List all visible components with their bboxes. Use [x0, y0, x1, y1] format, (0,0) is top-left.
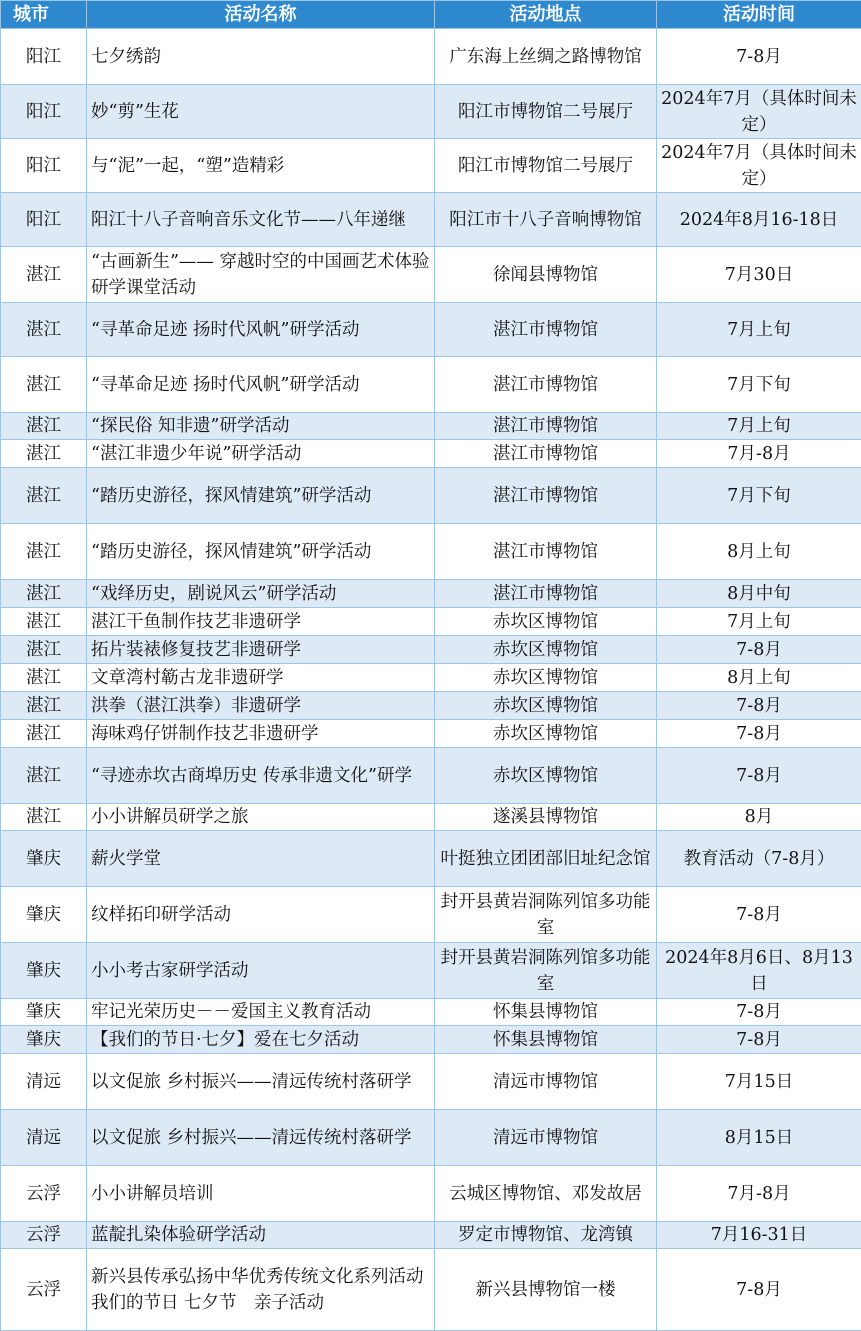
- city-cell: [1, 804, 87, 831]
- activity-name-cell: [87, 193, 435, 247]
- activity-name-cell: [87, 943, 435, 999]
- table-row: [1, 1026, 861, 1054]
- activity-time-cell-text: 7-8月: [736, 724, 782, 744]
- activity-name-cell-text: “寻迹赤坎古商埠历史 传承非遗文化”研学: [91, 766, 412, 786]
- activity-place-cell: [435, 1222, 657, 1249]
- activity-place-cell: [435, 720, 657, 748]
- activity-place-cell-text: 罗定市博物馆、龙湾镇: [458, 1225, 633, 1245]
- table-row: [1, 1054, 861, 1110]
- activity-time-cell: [657, 1249, 861, 1331]
- activity-name-cell: [87, 580, 435, 608]
- activity-time-cell: [657, 357, 861, 413]
- activity-name-cell: [87, 831, 435, 887]
- activity-time-cell-text: 2024年8月6日、8月13日: [665, 948, 853, 994]
- activity-time-cell: [657, 247, 861, 303]
- activity-time-cell-text: 7月上旬: [727, 320, 791, 340]
- activity-time-cell: [657, 1222, 861, 1249]
- activity-name-cell-text: 【我们的节日·七夕】爱在七夕活动: [91, 1030, 359, 1050]
- activity-time-cell-text: 7月15日: [725, 1072, 793, 1092]
- activity-name-cell-text: “古画新生”—— 穿越时空的中国画艺术体验研学课堂活动: [91, 252, 429, 298]
- table-row: [1, 692, 861, 720]
- activity-time-cell: [657, 1026, 861, 1054]
- activity-time-cell-text: 7月上旬: [727, 612, 791, 632]
- city-cell: [1, 748, 87, 804]
- activity-place-cell-text: 赤坎区博物馆: [493, 724, 598, 744]
- activity-time-cell-text: 7月-8月: [727, 1184, 790, 1204]
- activity-time-cell: [657, 193, 861, 247]
- activity-name-cell-text: 薪火学堂: [91, 849, 161, 869]
- activity-time-cell: [657, 943, 861, 999]
- table-row: [1, 1110, 861, 1166]
- city-cell-text: 湛江: [26, 807, 61, 827]
- city-cell-text: 湛江: [26, 375, 61, 395]
- activity-time-cell-text: 7-8月: [736, 696, 782, 716]
- table-row: [1, 303, 861, 357]
- city-cell: [1, 1166, 87, 1222]
- activity-place-cell-text: 湛江市博物馆: [493, 444, 598, 464]
- activity-time-cell-text: 8月15日: [725, 1128, 793, 1148]
- city-cell-text: 湛江: [26, 696, 61, 716]
- activity-place-cell-text: 徐闻县博物馆: [493, 265, 598, 285]
- city-cell: [1, 1249, 87, 1331]
- activity-time-cell-text: 7月下旬: [727, 486, 791, 506]
- activity-time-cell: [657, 1110, 861, 1166]
- activity-place-cell: [435, 580, 657, 608]
- activity-name-cell-text: 蓝靛扎染体验研学活动: [91, 1225, 266, 1245]
- city-cell-text: 云浮: [26, 1225, 61, 1245]
- city-cell: [1, 85, 87, 139]
- activity-place-cell: [435, 999, 657, 1026]
- activity-place-cell-text: 赤坎区博物馆: [493, 668, 598, 688]
- activity-name-cell: [87, 1166, 435, 1222]
- city-cell: [1, 193, 87, 247]
- city-cell: [1, 468, 87, 524]
- activity-place-cell: [435, 1026, 657, 1054]
- activity-place-cell: [435, 413, 657, 440]
- activity-name-cell-text: 湛江干鱼制作技艺非遗研学: [91, 612, 301, 632]
- activity-time-cell-text: 2024年8月16-18日: [680, 210, 839, 230]
- activity-time-cell-text: 7月上旬: [727, 416, 791, 436]
- activity-place-cell: [435, 440, 657, 468]
- activity-place-cell-text: 广东海上丝绸之路博物馆: [449, 47, 642, 67]
- table-row: [1, 1166, 861, 1222]
- activity-time-cell: [657, 999, 861, 1026]
- activity-name-cell-text: 文章湾村簕古龙非遗研学: [91, 668, 284, 688]
- header-activity-name: 活动名称: [87, 1, 435, 29]
- activity-place-cell: [435, 804, 657, 831]
- activity-time-cell: [657, 664, 861, 692]
- activity-name-cell: [87, 29, 435, 85]
- activity-name-cell-text: “寻革命足迹 扬时代风帆”研学活动: [91, 320, 359, 340]
- activity-place-cell: [435, 608, 657, 636]
- activity-time-cell-text: 7-8月: [736, 1280, 782, 1300]
- activity-name-cell: [87, 1054, 435, 1110]
- activity-place-cell-text: 怀集县博物馆: [493, 1002, 598, 1022]
- activity-place-cell: [435, 943, 657, 999]
- activity-name-cell: [87, 1110, 435, 1166]
- city-cell-text: 湛江: [26, 640, 61, 660]
- table-row: [1, 636, 861, 664]
- city-cell: [1, 413, 87, 440]
- city-cell-text: 湛江: [26, 542, 61, 562]
- city-cell: [1, 608, 87, 636]
- city-cell-text: 云浮: [26, 1184, 61, 1204]
- activity-name-cell: [87, 608, 435, 636]
- city-cell: [1, 831, 87, 887]
- activity-name-cell-text: “踏历史游径，探风情建筑”研学活动: [91, 542, 371, 562]
- activity-name-cell-text: 新兴县传承弘扬中华优秀传统文化系列活动 我们的节日 七夕节 亲子活动: [91, 1267, 424, 1313]
- activity-place-cell: [435, 664, 657, 692]
- table-row: [1, 804, 861, 831]
- activity-place-cell-text: 叶挺独立团团部旧址纪念馆: [441, 849, 651, 869]
- activity-time-cell-text: 7-8月: [736, 766, 782, 786]
- activity-place-cell-text: 湛江市博物馆: [493, 375, 598, 395]
- city-cell-text: 湛江: [26, 416, 61, 436]
- activity-place-cell: [435, 303, 657, 357]
- activity-place-cell: [435, 748, 657, 804]
- city-cell: [1, 440, 87, 468]
- city-cell-text: 肇庆: [26, 1002, 61, 1022]
- activity-time-cell-text: 7-8月: [736, 47, 782, 67]
- activity-place-cell: [435, 1110, 657, 1166]
- city-cell-text: 湛江: [26, 584, 61, 604]
- activity-place-cell-text: 遂溪县博物馆: [493, 807, 598, 827]
- city-cell-text: 肇庆: [26, 1030, 61, 1050]
- activity-name-cell-text: “踏历史游径，探风情建筑”研学活动: [91, 486, 371, 506]
- city-cell: [1, 303, 87, 357]
- city-cell: [1, 887, 87, 943]
- city-cell-text: 湛江: [26, 724, 61, 744]
- activity-place-cell-text: 湛江市博物馆: [493, 416, 598, 436]
- activity-name-cell-text: 牢记光荣历史－－爱国主义教育活动: [91, 1002, 371, 1022]
- activity-name-cell-text: 小小讲解员培训: [91, 1184, 214, 1204]
- activity-time-cell: [657, 29, 861, 85]
- activity-time-cell: [657, 1054, 861, 1110]
- activity-name-cell: [87, 357, 435, 413]
- activity-name-cell: [87, 748, 435, 804]
- table-row: [1, 887, 861, 943]
- activity-time-cell: [657, 85, 861, 139]
- activity-time-cell-text: 7月30日: [725, 265, 793, 285]
- activity-name-cell: [87, 887, 435, 943]
- activity-time-cell: [657, 1166, 861, 1222]
- table-row: [1, 193, 861, 247]
- activity-name-cell-text: “戏绎历史，剧说风云”研学活动: [91, 584, 336, 604]
- activity-place-cell-text: 湛江市博物馆: [493, 320, 598, 340]
- activity-time-cell: [657, 303, 861, 357]
- activity-time-cell: [657, 608, 861, 636]
- activity-time-cell: [657, 580, 861, 608]
- activity-name-cell: [87, 524, 435, 580]
- table-row: [1, 608, 861, 636]
- city-cell-text: 阳江: [26, 156, 61, 176]
- table-row: [1, 999, 861, 1026]
- city-cell: [1, 580, 87, 608]
- activity-name-cell-text: “探民俗 知非遗”研学活动: [91, 416, 289, 436]
- header-activity-place: 活动地点: [435, 1, 657, 29]
- activity-name-cell-text: 七夕绣韵: [91, 47, 161, 67]
- table-header-row: [1, 1, 861, 29]
- city-cell-text: 湛江: [26, 668, 61, 688]
- activity-name-cell: [87, 85, 435, 139]
- activity-place-cell: [435, 85, 657, 139]
- activity-place-cell: [435, 468, 657, 524]
- activity-name-cell: [87, 440, 435, 468]
- activity-place-cell-text: 新兴县博物馆一楼: [476, 1280, 616, 1300]
- activity-place-cell: [435, 139, 657, 193]
- activity-name-cell: [87, 999, 435, 1026]
- activity-place-cell: [435, 692, 657, 720]
- activity-name-cell-text: 以文促旅 乡村振兴——清远传统村落研学: [91, 1128, 412, 1148]
- activity-place-cell-text: 赤坎区博物馆: [493, 696, 598, 716]
- activity-name-cell-text: 与“泥”一起，“塑”造精彩: [91, 156, 284, 176]
- activity-time-cell-text: 教育活动（7-8月）: [684, 849, 835, 869]
- activity-time-cell: [657, 413, 861, 440]
- table-row: [1, 247, 861, 303]
- activity-place-cell: [435, 636, 657, 664]
- city-cell-text: 肇庆: [26, 849, 61, 869]
- city-cell: [1, 636, 87, 664]
- activity-time-cell: [657, 887, 861, 943]
- activity-name-cell-text: 以文促旅 乡村振兴——清远传统村落研学: [91, 1072, 412, 1092]
- activity-time-cell-text: 7-8月: [736, 1002, 782, 1022]
- city-cell: [1, 1110, 87, 1166]
- city-cell-text: 清远: [26, 1128, 61, 1148]
- city-cell: [1, 720, 87, 748]
- activity-name-cell-text: 阳江十八子音响音乐文化节——八年递继: [91, 210, 406, 230]
- activity-place-cell-text: 湛江市博物馆: [493, 542, 598, 562]
- activity-place-cell-text: 封开县黄岩洞陈列馆多功能室: [441, 892, 651, 938]
- city-cell-text: 湛江: [26, 612, 61, 632]
- activity-time-cell: [657, 692, 861, 720]
- activity-place-cell-text: 怀集县博物馆: [493, 1030, 598, 1050]
- activity-time-cell-text: 7月下旬: [727, 375, 791, 395]
- activity-place-cell-text: 湛江市博物馆: [493, 584, 598, 604]
- activity-name-cell: [87, 139, 435, 193]
- activity-time-cell-text: 7-8月: [736, 1030, 782, 1050]
- activity-name-cell-text: 小小讲解员研学之旅: [91, 807, 249, 827]
- activity-time-cell: [657, 468, 861, 524]
- activity-time-cell-text: 8月: [745, 807, 774, 827]
- activity-name-cell: [87, 413, 435, 440]
- city-cell: [1, 524, 87, 580]
- activity-name-cell: [87, 636, 435, 664]
- activity-place-cell: [435, 1166, 657, 1222]
- activity-place-cell-text: 赤坎区博物馆: [493, 612, 598, 632]
- activity-time-cell: [657, 636, 861, 664]
- city-cell: [1, 943, 87, 999]
- activity-time-cell: [657, 720, 861, 748]
- activity-name-cell: [87, 720, 435, 748]
- city-cell: [1, 357, 87, 413]
- activity-place-cell-text: 云城区博物馆、邓发故居: [449, 1184, 642, 1204]
- activity-place-cell: [435, 193, 657, 247]
- city-cell: [1, 139, 87, 193]
- activity-place-cell: [435, 887, 657, 943]
- activity-name-cell: [87, 664, 435, 692]
- table-row: [1, 720, 861, 748]
- activity-name-cell: [87, 1026, 435, 1054]
- city-cell-text: 湛江: [26, 766, 61, 786]
- activity-place-cell-text: 阳江市博物馆二号展厅: [458, 102, 633, 122]
- activity-place-cell: [435, 247, 657, 303]
- activity-name-cell-text: 洪拳（湛江洪拳）非遗研学: [91, 696, 301, 716]
- table-row: [1, 748, 861, 804]
- table-row: [1, 580, 861, 608]
- table-row: [1, 1249, 861, 1331]
- table-row: [1, 85, 861, 139]
- activity-time-cell: [657, 139, 861, 193]
- activity-place-cell: [435, 831, 657, 887]
- activity-place-cell-text: 阳江市博物馆二号展厅: [458, 156, 633, 176]
- activity-time-cell: [657, 804, 861, 831]
- table-row: [1, 413, 861, 440]
- city-cell: [1, 29, 87, 85]
- city-cell-text: 湛江: [26, 444, 61, 464]
- city-cell-text: 肇庆: [26, 905, 61, 925]
- activity-name-cell: [87, 247, 435, 303]
- activity-place-cell: [435, 1249, 657, 1331]
- activity-time-cell: [657, 831, 861, 887]
- activity-time-cell-text: 7-8月: [736, 640, 782, 660]
- activity-name-cell-text: 小小考古家研学活动: [91, 961, 249, 981]
- activity-place-cell: [435, 1054, 657, 1110]
- activity-time-cell-text: 7月-8月: [727, 444, 790, 464]
- city-cell-text: 湛江: [26, 486, 61, 506]
- activity-place-cell-text: 封开县黄岩洞陈列馆多功能室: [441, 948, 651, 994]
- activity-name-cell: [87, 1249, 435, 1331]
- activity-place-cell-text: 清远市博物馆: [493, 1128, 598, 1148]
- city-cell-text: 湛江: [26, 320, 61, 340]
- activity-name-cell: [87, 692, 435, 720]
- city-cell-text: 阳江: [26, 210, 61, 230]
- activity-name-cell: [87, 1222, 435, 1249]
- table-row: [1, 943, 861, 999]
- header-activity-time: 活动时间: [657, 1, 861, 29]
- activity-name-cell: [87, 468, 435, 524]
- table-row: [1, 664, 861, 692]
- activity-place-cell: [435, 357, 657, 413]
- city-cell: [1, 1222, 87, 1249]
- activity-name-cell: [87, 303, 435, 357]
- city-cell: [1, 247, 87, 303]
- activity-place-cell-text: 清远市博物馆: [493, 1072, 598, 1092]
- activity-time-cell-text: 2024年7月（具体时间未定）: [661, 143, 857, 189]
- city-cell-text: 肇庆: [26, 961, 61, 981]
- city-cell-text: 阳江: [26, 47, 61, 67]
- city-cell-text: 湛江: [26, 265, 61, 285]
- table-row: [1, 1222, 861, 1249]
- activity-place-cell-text: 赤坎区博物馆: [493, 766, 598, 786]
- activity-name-cell-text: 妙“剪”生花: [91, 102, 179, 122]
- activity-name-cell-text: “寻革命足迹 扬时代风帆”研学活动: [91, 375, 359, 395]
- activity-place-cell: [435, 29, 657, 85]
- city-cell: [1, 664, 87, 692]
- activity-place-cell-text: 阳江市十八子音响博物馆: [449, 210, 642, 230]
- table-row: [1, 440, 861, 468]
- activity-time-cell-text: 8月上旬: [727, 668, 791, 688]
- city-cell-text: 云浮: [26, 1280, 61, 1300]
- table-row: [1, 29, 861, 85]
- table-row: [1, 357, 861, 413]
- table-row: [1, 524, 861, 580]
- activity-time-cell-text: 2024年7月（具体时间未定）: [661, 89, 857, 135]
- table-row: [1, 831, 861, 887]
- city-cell: [1, 999, 87, 1026]
- activity-place-cell-text: 赤坎区博物馆: [493, 640, 598, 660]
- city-cell: [1, 692, 87, 720]
- table-row: [1, 468, 861, 524]
- activity-time-cell: [657, 748, 861, 804]
- activity-name-cell-text: “湛江非遗少年说”研学活动: [91, 444, 301, 464]
- table-row: [1, 139, 861, 193]
- activity-place-cell: [435, 524, 657, 580]
- activity-name-cell-text: 拓片装裱修复技艺非遗研学: [91, 640, 301, 660]
- activity-time-cell-text: 7-8月: [736, 905, 782, 925]
- activity-time-cell: [657, 440, 861, 468]
- activity-name-cell-text: 纹样拓印研学活动: [91, 905, 231, 925]
- activity-time-cell-text: 7月16-31日: [711, 1225, 808, 1245]
- header-city: 城市: [1, 1, 87, 29]
- activity-time-cell-text: 8月上旬: [727, 542, 791, 562]
- activity-time-cell: [657, 524, 861, 580]
- city-cell: [1, 1026, 87, 1054]
- city-cell-text: 清远: [26, 1072, 61, 1092]
- activity-name-cell: [87, 804, 435, 831]
- activity-time-cell-text: 8月中旬: [727, 584, 791, 604]
- city-cell-text: 阳江: [26, 102, 61, 122]
- activity-place-cell-text: 湛江市博物馆: [493, 486, 598, 506]
- activity-name-cell-text: 海味鸡仔饼制作技艺非遗研学: [91, 724, 319, 744]
- city-cell: [1, 1054, 87, 1110]
